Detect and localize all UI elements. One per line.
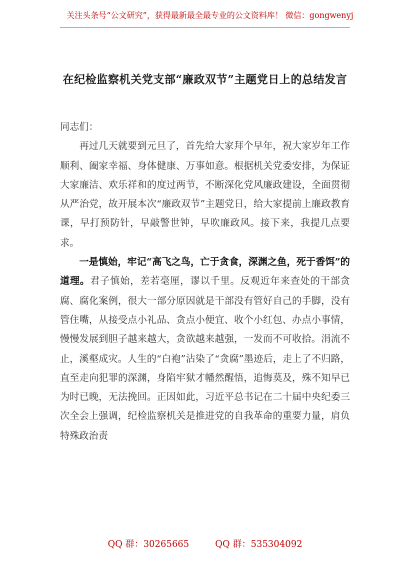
salutation: 同志们： [60,122,99,133]
paragraph-point-one [60,253,350,446]
point-one-body: 君子慎始，差若毫厘，谬以千里。反观近年来查处的干部贪腐、腐化案例，很大一部分原因就是干部没有管好自己的手脚，没有管住嘴，从接受点小礼品、贪点小便宜、收个小红包、办点小事情，慢慢发展到胆子越来越大，贪欲越来越强，一发而不可收拾。涓流不止，溪壑成灾。人生的“白袍”沾染了“贪腐”墨迹后，走上了不归路，直至走向犯罪的深渊，身陷牢狱才幡然醒悟，追悔莫及，殊不知早已为时已晚，无法挽回。正因如此，习近平总书记在二十届中央纪委三次全会上强调，纪检监察机关是推进党的自我革命的重要力量，肩负特殊政治责 [60,276,351,442]
promo-banner: 关注头条号“公文研究”，获得最新最全最专业的公文资料库！ 微信：gongwenyj [66,11,354,20]
document-body [60,118,350,446]
point-one-heading: 一是慎始，牢记“高飞之鸟，亡于贪食，深渊之鱼，死于香饵”的道理。 [60,257,350,288]
document-title: 在纪检监察机关党支部“廉政双节”主题党日上的总结发言 [62,73,348,86]
header-divider [60,27,350,28]
paragraph-intro: 再过几天就要到元旦了，首先给大家拜个早年，祝大家岁年工作顺利、阖家幸福、身体健康、万事如意。根据机关党委安排，为保证大家廉洁、欢乐祥和的度过两节，不断深化党风廉政建设，全面贯彻从严治党，故开展本次“廉政双节”主题党日，给大家提前上廉政教育课，早打预防针，早敲警世钟，早吹廉政风。接下来，我提几点要求。 [60,141,350,249]
footer-qq-group-2: QQ 群：535304092 [215,540,303,550]
footer-contact [60,537,350,550]
footer-qq-group-1: QQ 群：30265665 [107,540,190,550]
